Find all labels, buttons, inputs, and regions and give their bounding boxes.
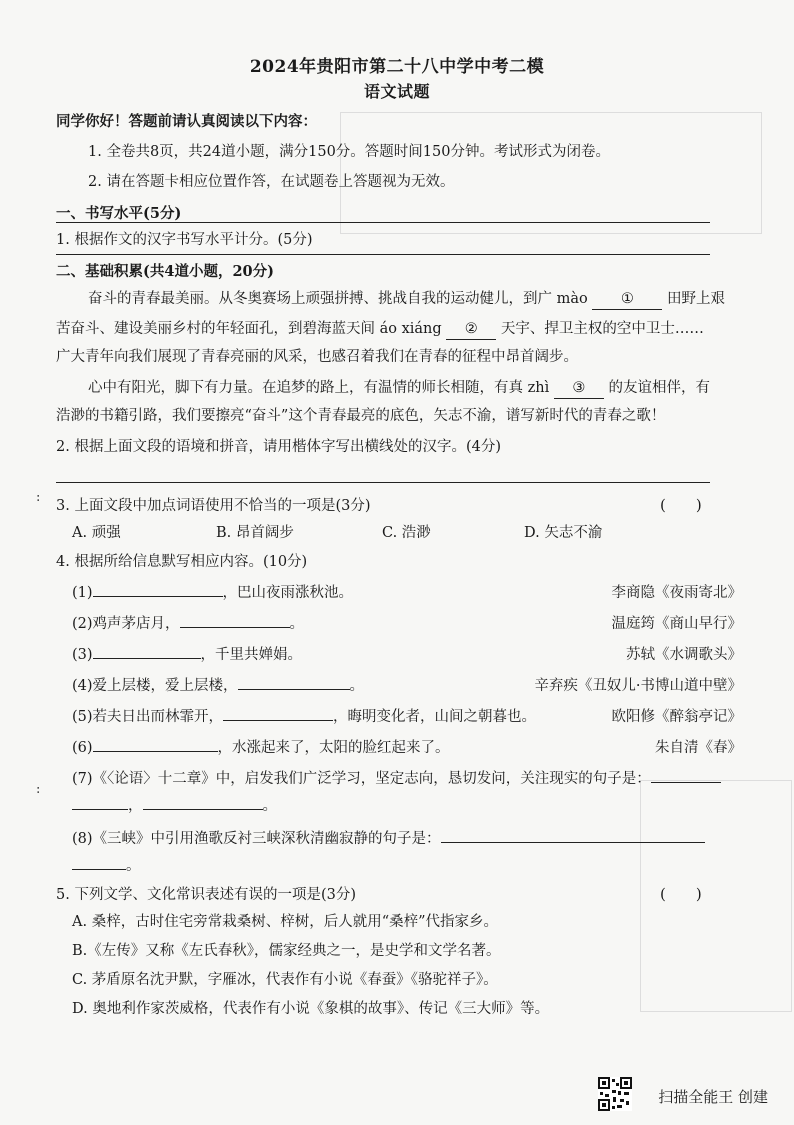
recite-source: 辛弃疾《丑奴儿·书博山道中壁》 [534,678,742,694]
recite-blank[interactable] [93,658,201,659]
divider [56,222,710,223]
answer-line [56,482,710,483]
item-number: (4) [72,678,93,694]
blank-1[interactable]: ① [592,289,662,310]
recite-text: ，水涨起来了，太阳的脸红起来了。 [217,740,450,756]
recite-item-8-cont [72,856,141,876]
passage-line: 浩渺的书籍引路，我们要擦亮“奋斗”这个青春最亮的底色，矢志不渝，谱写新时代的青春之歌！ [56,408,666,424]
recite-source: 朱自清《春》 [655,740,742,756]
recite-blank[interactable] [93,751,218,752]
binding-mark: : [36,782,41,797]
recite-item-5 [72,707,536,727]
question-5: 5. 下列文学、文化常识表述有误的一项是(3分) [56,887,356,903]
passage-line: 广大青年向我们展现了青春亮丽的风采，也感召着我们在青春的征程中昂首阔步。 [56,349,578,365]
notice-item-1: 1. 全卷共8页，共24道小题，满分150分。答题时间150分钟。考试形式为闭卷。 [88,144,610,160]
item-number: (1) [72,585,93,601]
recite-text: ，晦明变化者，山间之朝暮也。 [333,709,537,725]
recite-item-7-cont [72,796,277,816]
notice-greeting: 同学你好！答题前请认真阅读以下内容： [56,113,317,130]
section-1-heading: 一、书写水平(5分) [56,205,182,222]
recite-item-8 [72,829,705,849]
recite-blank[interactable] [72,869,126,870]
option-a: A. 桑梓，古时住宅旁常栽桑树、梓树，后人就用“桑梓”代指家乡。 [72,914,499,930]
page-subtitle: 语文试题 [363,82,430,101]
scanner-watermark: 扫描全能王 创建 [658,1088,768,1106]
divider [56,254,710,255]
blank-2[interactable]: ② [446,319,496,340]
recite-text: (8)《三峡》中引用渔歌反衬三峡深秋清幽寂静的句子是： [72,831,441,847]
question-1: 1. 根据作文的汉字书写水平计分。(5分) [56,232,313,248]
recite-item-7 [72,769,721,789]
passage-text: 的友谊相伴，有 [608,380,710,396]
question-2: 2. 根据上面文段的语境和拼音，请用楷体字写出横线处的汉字。(4分) [56,439,501,455]
recite-source: 李商隐《夜雨寄北》 [611,585,742,601]
recite-blank[interactable] [238,689,350,690]
recite-item-1 [72,583,353,603]
option-b: B. 昂首阔步 [216,525,294,541]
recite-blank[interactable] [223,720,333,721]
passage-line [88,289,725,310]
recite-item-4 [72,676,364,696]
recite-blank[interactable] [651,782,721,783]
recite-source: 温庭筠《商山早行》 [611,616,742,632]
recite-text: 鸡声茅店月， [92,616,180,632]
recite-text: ，千里共婵娟。 [200,647,303,663]
recite-source: 苏轼《水调歌头》 [626,647,742,663]
recite-text: 。 [262,798,277,814]
binding-mark: : [36,490,41,505]
recite-item-2 [72,614,304,634]
option-c: C. 茅盾原名沈尹默，字雁冰，代表作有小说《春蚕》《骆驼祥子》。 [72,972,498,988]
recite-text: 。 [126,858,141,874]
recite-text: 爱上层楼，爱上层楼， [92,678,238,694]
section-2-heading: 二、基础积累(共4道小题，20分) [56,263,274,280]
recite-text: ， [128,798,143,814]
item-number: (6) [72,740,93,756]
recite-text: 。 [289,616,305,632]
question-3: 3. 上面文段中加点词语使用不恰当的一项是(3分) [56,498,371,514]
recite-blank[interactable] [93,596,223,597]
passage-text: 苦奋斗、建设美丽乡村的年轻面孔，到碧海蓝天间 áo xiáng [56,321,442,337]
page-title: 2024年贵阳市第二十八中学中考二模 [249,57,545,77]
option-b: B.《左传》又称《左氏春秋》，儒家经典之一，是史学和文学名著。 [72,943,501,959]
recite-text: 若夫日出而林霏开， [92,709,224,725]
option-a: A. 顽强 [72,525,121,541]
recite-item-3 [72,645,302,665]
passage-text: 田野上艰 [666,291,725,307]
passage-line [88,378,710,399]
passage-text: 天宇、捍卫主权的空中卫士…… [500,321,704,337]
option-d: D. 奥地利作家茨威格，代表作有小说《象棋的故事》、传记《三大师》等。 [72,1001,550,1017]
passage-text: 心中有阳光，脚下有力量。在追梦的路上，有温情的师长相随，有真 zhì [88,380,550,396]
notice-item-2: 2. 请在答题卡相应位置作答，在试题卷上答题视为无效。 [88,174,455,190]
passage-line [56,319,704,340]
recite-item-6 [72,738,450,758]
option-c: C. 浩渺 [382,525,431,541]
recite-blank[interactable] [441,842,705,843]
recite-blank[interactable] [72,809,128,810]
recite-text: 。 [349,678,365,694]
item-number: (5) [72,709,93,725]
passage-text: 奋斗的青春最美丽。从冬奥赛场上顽强拼搏、挑战自我的运动健儿，到广 mào [88,291,588,307]
blank-3[interactable]: ③ [554,378,604,399]
answer-paren-5[interactable]: ( ) [660,885,702,903]
recite-source: 欧阳修《醉翁亭记》 [611,709,742,725]
recite-blank[interactable] [180,627,290,628]
option-d: D. 矢志不渝 [524,525,603,541]
recite-blank[interactable] [143,809,263,810]
answer-paren-3[interactable]: ( ) [660,496,702,514]
recite-text: ，巴山夜雨涨秋池。 [222,585,354,601]
qr-code-icon [598,1077,632,1111]
item-number: (3) [72,647,93,663]
item-number: (2) [72,616,93,632]
recite-text: (7)《〈论语〉十二章》中，启发我们广泛学习，坚定志向，恳切发问，关注现实的句子是： [72,771,651,787]
question-4: 4. 根据所给信息默写相应内容。(10分) [56,554,308,570]
